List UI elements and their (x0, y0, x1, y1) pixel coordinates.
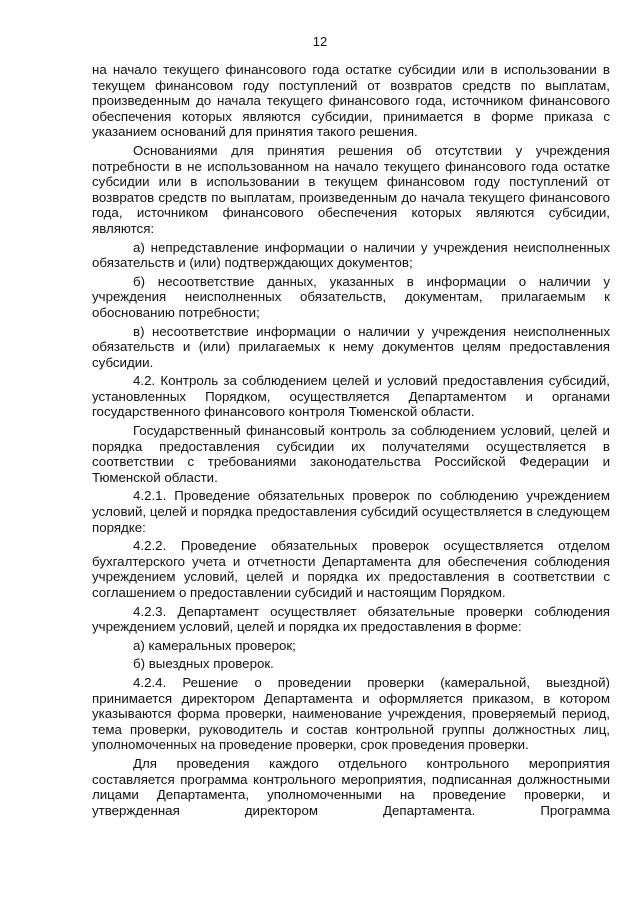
list-item-c: в) несоответствие информации о наличии у учреждения неисполненных обязательств и (или) прилагаемых к нему документов целям предоставления субсидии. (92, 323, 610, 370)
paragraph-state-control: Государственный финансовый контроль за соблюдением условий, целей и порядка предоставления субсидии их получателями осуществляется в соответствии с требованиями законодательства Российской Федерации и Тюменской области. (92, 423, 610, 485)
paragraph-4-2-2: 4.2.2. Проведение обязательных проверок осуществляется отделом бухгалтерского учета и отчетности Департамента для обеспечения соблюдения учреждением условий, целей и порядка их предоставления в соответствии с соглашением о предоставлении субсидий и настоящим Порядком. (92, 538, 610, 600)
paragraph-4-2-4: 4.2.4. Решение о проведении проверки (камеральной, выездной) принимается директором Департамента и оформляется приказом, в котором указываются форма проверки, наименование учреждения, проверяемый период, тема проверки, руководитель и состав контрольной группы должностных лиц, уполномоченных на проведение проверки, срок проведения проверки. (92, 674, 610, 753)
paragraph-grounds: Основаниями для принятия решения об отсутствии у учреждения потребности в не использованном на начало текущего финансового года остатке субсидии или в использовании в текущем финансовом году поступлений от возвратов средств по выплатам, произведенным до начала текущего финансового года, источником финансового обеспечения которых являются субсидии, являются: (92, 142, 610, 236)
list-item-field-audits: б) выездных проверок. (133, 656, 274, 672)
list-item-desk-audits: а) камеральных проверок; (133, 637, 296, 653)
paragraph-4-2-3: 4.2.3. Департамент осуществляет обязательные проверки соблюдения учреждением условий, целей и порядка их предоставления в форме: (92, 603, 610, 635)
document-body (92, 62, 610, 818)
list-item-a: а) непредставление информации о наличии у учреждения неисполненных обязательств и (или) подтверждающих документов; (92, 239, 610, 271)
paragraph-4-2: 4.2. Контроль за соблюдением целей и условий предоставления субсидий, установленных Порядком, осуществляется Департаментом и органами государственного финансового контроля Тюменской области. (92, 373, 610, 420)
paragraph-continuation: на начало текущего финансового года остатке субсидии или в использовании в текущем финансовом году поступлений от возвратов средств по выплатам, произведенным до начала текущего финансового года, источником финансового обеспечения которых являются субсидии, принимается в форме приказа с указанием оснований для принятия такого решения. (92, 62, 610, 140)
list-item-b: б) несоответствие данных, указанных в информации о наличии у учреждения неисполненных обязательств, документам, прилагаемым к обоснованию потребности; (92, 273, 610, 320)
paragraph-4-2-1: 4.2.1. Проведение обязательных проверок по соблюдению учреждением условий, целей и порядка предоставления субсидий осуществляется в следующем порядке: (92, 488, 610, 535)
page-number: 12 (312, 34, 328, 49)
paragraph-program: Для проведения каждого отдельного контрольного мероприятия составляется программа контрольного мероприятия, подписанная должностными лицами Департамента, уполномоченными на проведение проверки, и утвержденная директором Департамента. Программа (92, 755, 610, 818)
